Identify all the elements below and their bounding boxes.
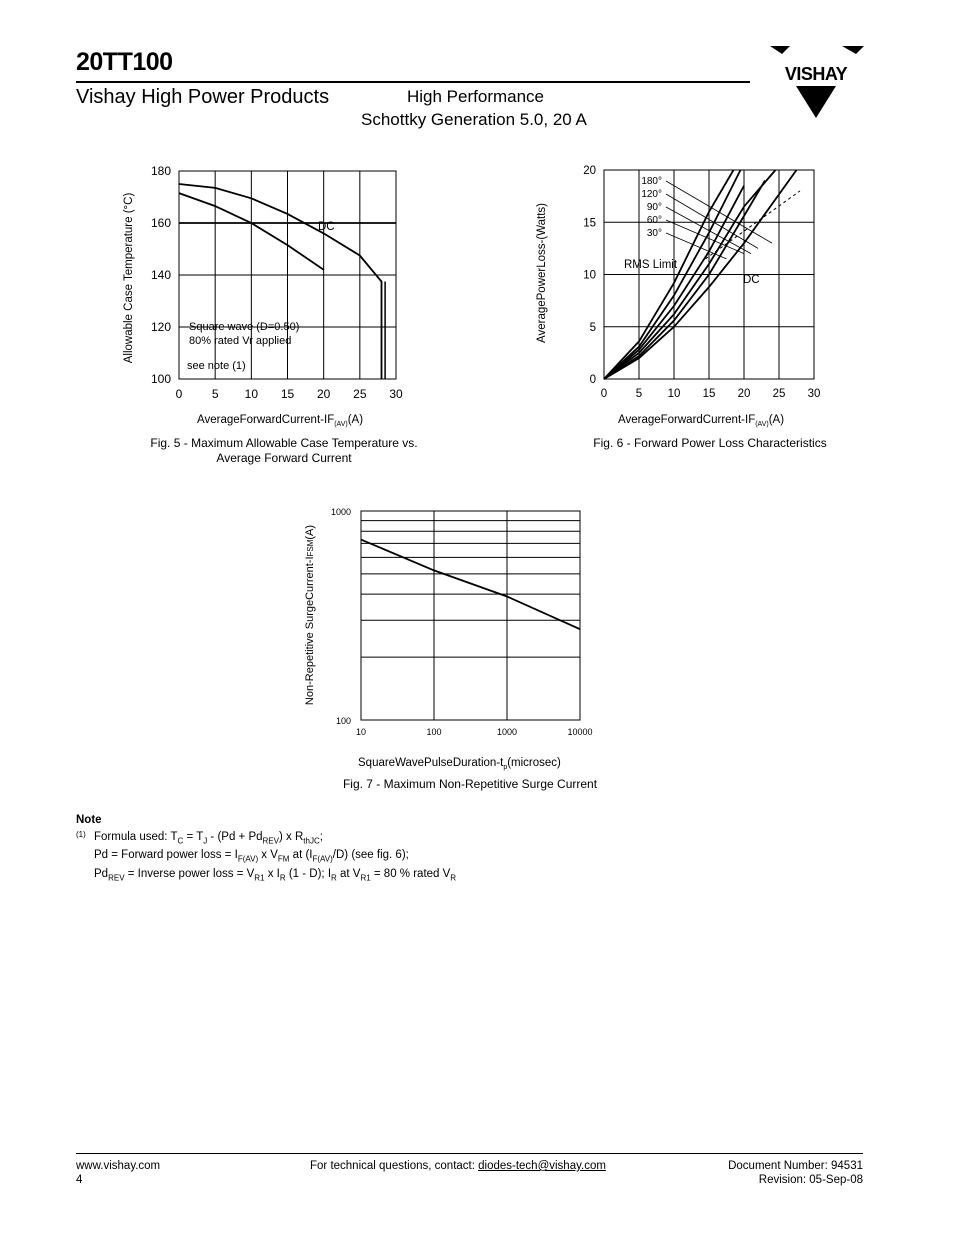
description-line-2: Schottky Generation 5.0, 20 A [361, 110, 587, 129]
footer-page-number: 4 [76, 1174, 83, 1186]
f5-x-tick-label: 15 [280, 387, 295, 401]
fig5-annotation-3: see note (1) [187, 360, 246, 372]
logo-bottom-triangle [796, 86, 836, 118]
f6-x-tick-label: 10 [667, 388, 681, 400]
fig6-ylabel: AveragePowerLoss-(Watts) [536, 203, 548, 343]
fig5-annotation-1: Square wave (D=0.50) [189, 321, 300, 333]
description-line-1: High Performance [407, 87, 545, 106]
f6-y-tick-label: 20 [583, 165, 596, 177]
f6-y-tick-label: 5 [589, 321, 596, 334]
f7-x-tick-label: 1000 [496, 727, 518, 737]
f7-x-tick-label: 10000 [567, 727, 593, 737]
f5-x-tick-label: 20 [316, 387, 331, 401]
logo-left-triangle [770, 46, 790, 54]
footer-document-number: Document Number: 94531 [728, 1160, 863, 1172]
vishay-logo [768, 46, 864, 120]
f5-x-tick-label: 0 [175, 387, 183, 401]
f6-x-tick-label: 0 [600, 388, 608, 400]
f7-y-tick-label: 1000 [330, 507, 351, 517]
fig5-chart [110, 160, 450, 440]
footer-left [76, 1159, 160, 1187]
fig7-ylabel: Non-Repetitive SurgeCurrent-IFSM(A) [304, 524, 316, 706]
note-marker: (1) [76, 830, 86, 839]
fig7-chart [295, 500, 615, 775]
fig5-caption-line-1: Fig. 5 - Maximum Allowable Case Temperature vs. [150, 436, 418, 450]
f6-y-tick-label: 15 [583, 217, 596, 230]
note-line-3: $Pd_{REV}$ = Inverse power loss = $V_{R1}$ x $I_R$ (1 - D); $I_R$ at $V_{R1} = 80$ % rated $V_R$ [94, 867, 457, 882]
logo-right-triangle [842, 46, 864, 54]
f7-x-tick-label: 10 [355, 727, 367, 737]
fig6-angle-label: 60° [646, 215, 662, 226]
f5-x-tick-label: 25 [353, 387, 367, 401]
note-block [76, 813, 456, 885]
footer-contact [310, 1159, 606, 1173]
f6-x-tick-label: 20 [737, 388, 751, 400]
fig7-xlabel: SquareWavePulseDuration-$t_p(microsec)$ [358, 757, 561, 771]
f7-plot-frame [361, 511, 580, 720]
company-line: Vishay High Power Products [76, 86, 330, 108]
f6-x-tick-label: 30 [807, 388, 821, 400]
fig5-dc-label: DC [318, 221, 335, 233]
footer-website[interactable]: www.vishay.com [76, 1160, 161, 1172]
f5-y-tick-label: 100 [150, 372, 171, 386]
f6-y-tick-label: 10 [583, 269, 596, 282]
f5-x-tick-label: 5 [211, 387, 219, 401]
f7-series-line [361, 540, 580, 630]
f6-x-tick-label: 15 [702, 388, 716, 400]
part-number: 20TT100 [76, 48, 173, 76]
fig6-angle-label: 180° [641, 176, 662, 187]
f5-y-tick-label: 140 [150, 268, 171, 282]
fig5-xlabel: AverageForwardCurrent-$IF_{(AV)}(A)$ [197, 414, 364, 428]
f7-y-tick-label: 100 [335, 716, 351, 726]
f6-y-tick-label: 0 [589, 374, 596, 386]
fig7-ticks [331, 507, 593, 737]
footer-contact-email[interactable]: diodes-tech@vishay.com [478, 1160, 606, 1172]
fig5-annotation-2: 80% rated Vr applied [189, 335, 292, 347]
f5-x-tick-label: 10 [244, 387, 259, 401]
fig5-caption [130, 436, 438, 466]
fig5-grid [179, 171, 396, 379]
fig7-grid [361, 511, 580, 720]
footer-revision: Revision: 05-Sep-08 [758, 1174, 863, 1186]
fig7-caption: Fig. 7 - Maximum Non-Repetitive Surge Current [342, 777, 598, 791]
header-rule [76, 81, 750, 83]
f5-y-tick-label: 160 [150, 216, 171, 230]
f6-x-tick-label: 5 [635, 388, 643, 400]
fig6-dc-label: DC [743, 274, 760, 286]
note-line-2: Pd = Forward power loss = $I_{F(AV)}$ x $V_{FM}$ at $(I_{F(AV)}/D)$ (see fig. 6); [94, 849, 409, 864]
logo-text: VISHAY [784, 64, 848, 84]
fig7-curves [361, 540, 580, 630]
f5-y-tick-label: 180 [150, 164, 171, 178]
fig6-xlabel: AverageForwardCurrent-$IF_{(AV)}(A)$ [618, 414, 785, 428]
footer-contact-prefix: For technical questions, contact: [310, 1160, 479, 1172]
product-description [361, 85, 587, 131]
fig6-angle-label: 30° [646, 228, 662, 239]
fig6-angle-label: 90° [646, 202, 662, 213]
f6-x-tick-label: 25 [772, 388, 786, 400]
f5-series-line [179, 184, 382, 379]
footer-rule [76, 1153, 863, 1154]
fig6-chart [525, 155, 845, 440]
fig5-caption-line-2: Average Forward Current [216, 451, 352, 465]
note-title: Note [76, 814, 102, 826]
fig6-angle-label: 120° [641, 189, 662, 200]
f5-y-tick-label: 120 [150, 320, 171, 334]
fig5-ylabel: Allowable Case Temperature (°C) [123, 192, 135, 364]
note-line-1: (1) Formula used: $T_C = T_J - (Pd + Pd_{REV})$ x $R_{thJC}$; [76, 830, 323, 846]
footer-right [728, 1159, 863, 1187]
fig6-rms-label: RMS Limit [624, 259, 678, 271]
fig6-caption: Fig. 6 - Forward Power Loss Characteristics [593, 436, 827, 450]
f5-x-tick-label: 30 [389, 387, 403, 401]
f7-x-tick-label: 100 [426, 727, 442, 737]
